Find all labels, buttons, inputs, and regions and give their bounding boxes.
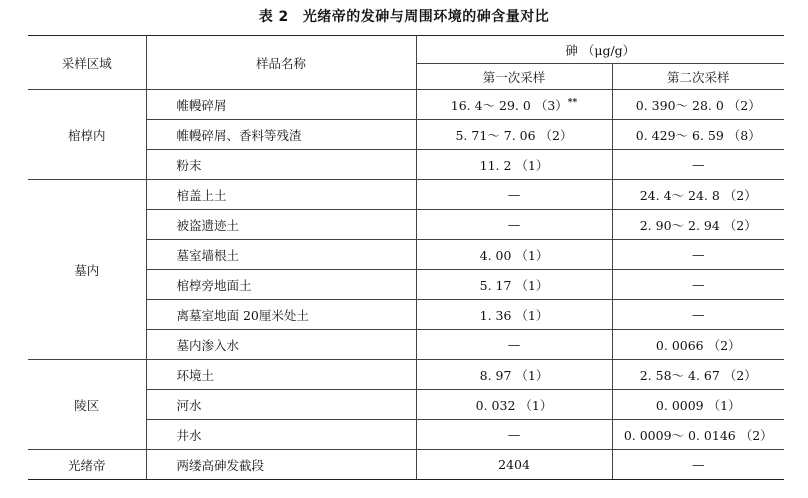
second-sampling-cell: — — [612, 270, 784, 300]
second-sampling-cell: — — [612, 240, 784, 270]
second-sampling-cell: 2. 58～ 4. 67 （2） — [612, 360, 784, 390]
second-sampling-cell: 0. 429～ 6. 59 （8） — [612, 120, 784, 150]
first-sampling-value: — — [507, 187, 521, 202]
sample-cell: 被盗遗迹土 — [146, 210, 416, 240]
first-sampling-cell — [416, 180, 612, 210]
header-second: 第二次采样 — [612, 64, 784, 90]
first-sampling-value: 5. 17 （1） — [479, 277, 549, 293]
first-sampling-cell — [416, 390, 612, 420]
second-sampling-cell: 0. 0009～ 0. 0146 （2） — [612, 420, 784, 450]
region-cell: 棺椁内 — [28, 90, 146, 180]
header-arsenic: 砷 （μg/g） — [416, 36, 784, 64]
first-sampling-cell — [416, 450, 612, 480]
first-sampling-cell — [416, 120, 612, 150]
first-sampling-value: — — [507, 427, 521, 442]
second-sampling-cell: 0. 0066 （2） — [612, 330, 784, 360]
first-sampling-value: 11. 2 （1） — [479, 157, 549, 173]
region-cell: 光绪帝 — [28, 450, 146, 480]
first-sampling-cell — [416, 240, 612, 270]
header-first: 第一次采样 — [416, 64, 612, 90]
first-sampling-cell — [416, 360, 612, 390]
arsenic-table — [28, 35, 784, 480]
second-sampling-cell: 0. 390～ 28. 0 （2） — [612, 90, 784, 120]
sample-cell: 棺盖上土 — [146, 180, 416, 210]
table-row — [28, 90, 784, 120]
sample-cell: 棺椁旁地面土 — [146, 270, 416, 300]
first-sampling-value: 4. 00 （1） — [479, 247, 549, 263]
second-sampling-cell: — — [612, 150, 784, 180]
first-sampling-cell — [416, 420, 612, 450]
sample-cell: 帷幔碎屑 — [146, 90, 416, 120]
second-sampling-cell: 0. 0009 （1） — [612, 390, 784, 420]
sample-cell: 墓内渗入水 — [146, 330, 416, 360]
second-sampling-cell: 2. 90～ 2. 94 （2） — [612, 210, 784, 240]
table-row — [28, 360, 784, 390]
first-sampling-cell — [416, 150, 612, 180]
table-row — [28, 180, 784, 210]
first-sampling-value: — — [507, 217, 521, 232]
first-sampling-value: 16. 4～ 29. 0 （3） — [450, 97, 568, 113]
region-cell: 陵区 — [28, 360, 146, 450]
header-row-1 — [28, 36, 784, 64]
sample-cell: 两缕高砷发截段 — [146, 450, 416, 480]
table-number: 表 2 — [258, 9, 289, 25]
first-sampling-cell — [416, 270, 612, 300]
sample-cell: 帷幔碎屑、香料等残渣 — [146, 120, 416, 150]
sample-cell: 环境土 — [146, 360, 416, 390]
region-cell: 墓内 — [28, 180, 146, 360]
header-region: 采样区域 — [28, 36, 146, 90]
first-sampling-cell — [416, 210, 612, 240]
second-sampling-cell: 24. 4～ 24. 8 （2） — [612, 180, 784, 210]
first-sampling-value: 5. 71～ 7. 06 （2） — [455, 127, 573, 143]
header-sample: 样品名称 — [146, 36, 416, 90]
second-sampling-cell: — — [612, 300, 784, 330]
first-sampling-value: 1. 36 （1） — [479, 307, 549, 323]
first-sampling-cell — [416, 90, 612, 120]
first-sampling-value: 0. 032 （1） — [475, 397, 553, 413]
first-sampling-value: 2404 — [498, 457, 530, 472]
sample-cell: 河水 — [146, 390, 416, 420]
sample-cell: 粉末 — [146, 150, 416, 180]
table-caption — [0, 6, 808, 26]
first-sampling-value: 8. 97 （1） — [479, 367, 549, 383]
table-row — [28, 450, 784, 480]
second-sampling-cell: — — [612, 450, 784, 480]
footnote-marker: ** — [567, 97, 578, 108]
first-sampling-cell — [416, 300, 612, 330]
first-sampling-value: — — [507, 337, 521, 352]
table-body — [28, 36, 784, 480]
first-sampling-cell — [416, 330, 612, 360]
sample-cell: 离墓室地面 20厘米处土 — [146, 300, 416, 330]
table-title: 光绪帝的发砷与周围环境的砷含量对比 — [302, 9, 550, 25]
sample-cell: 井水 — [146, 420, 416, 450]
sample-cell: 墓室墙根土 — [146, 240, 416, 270]
